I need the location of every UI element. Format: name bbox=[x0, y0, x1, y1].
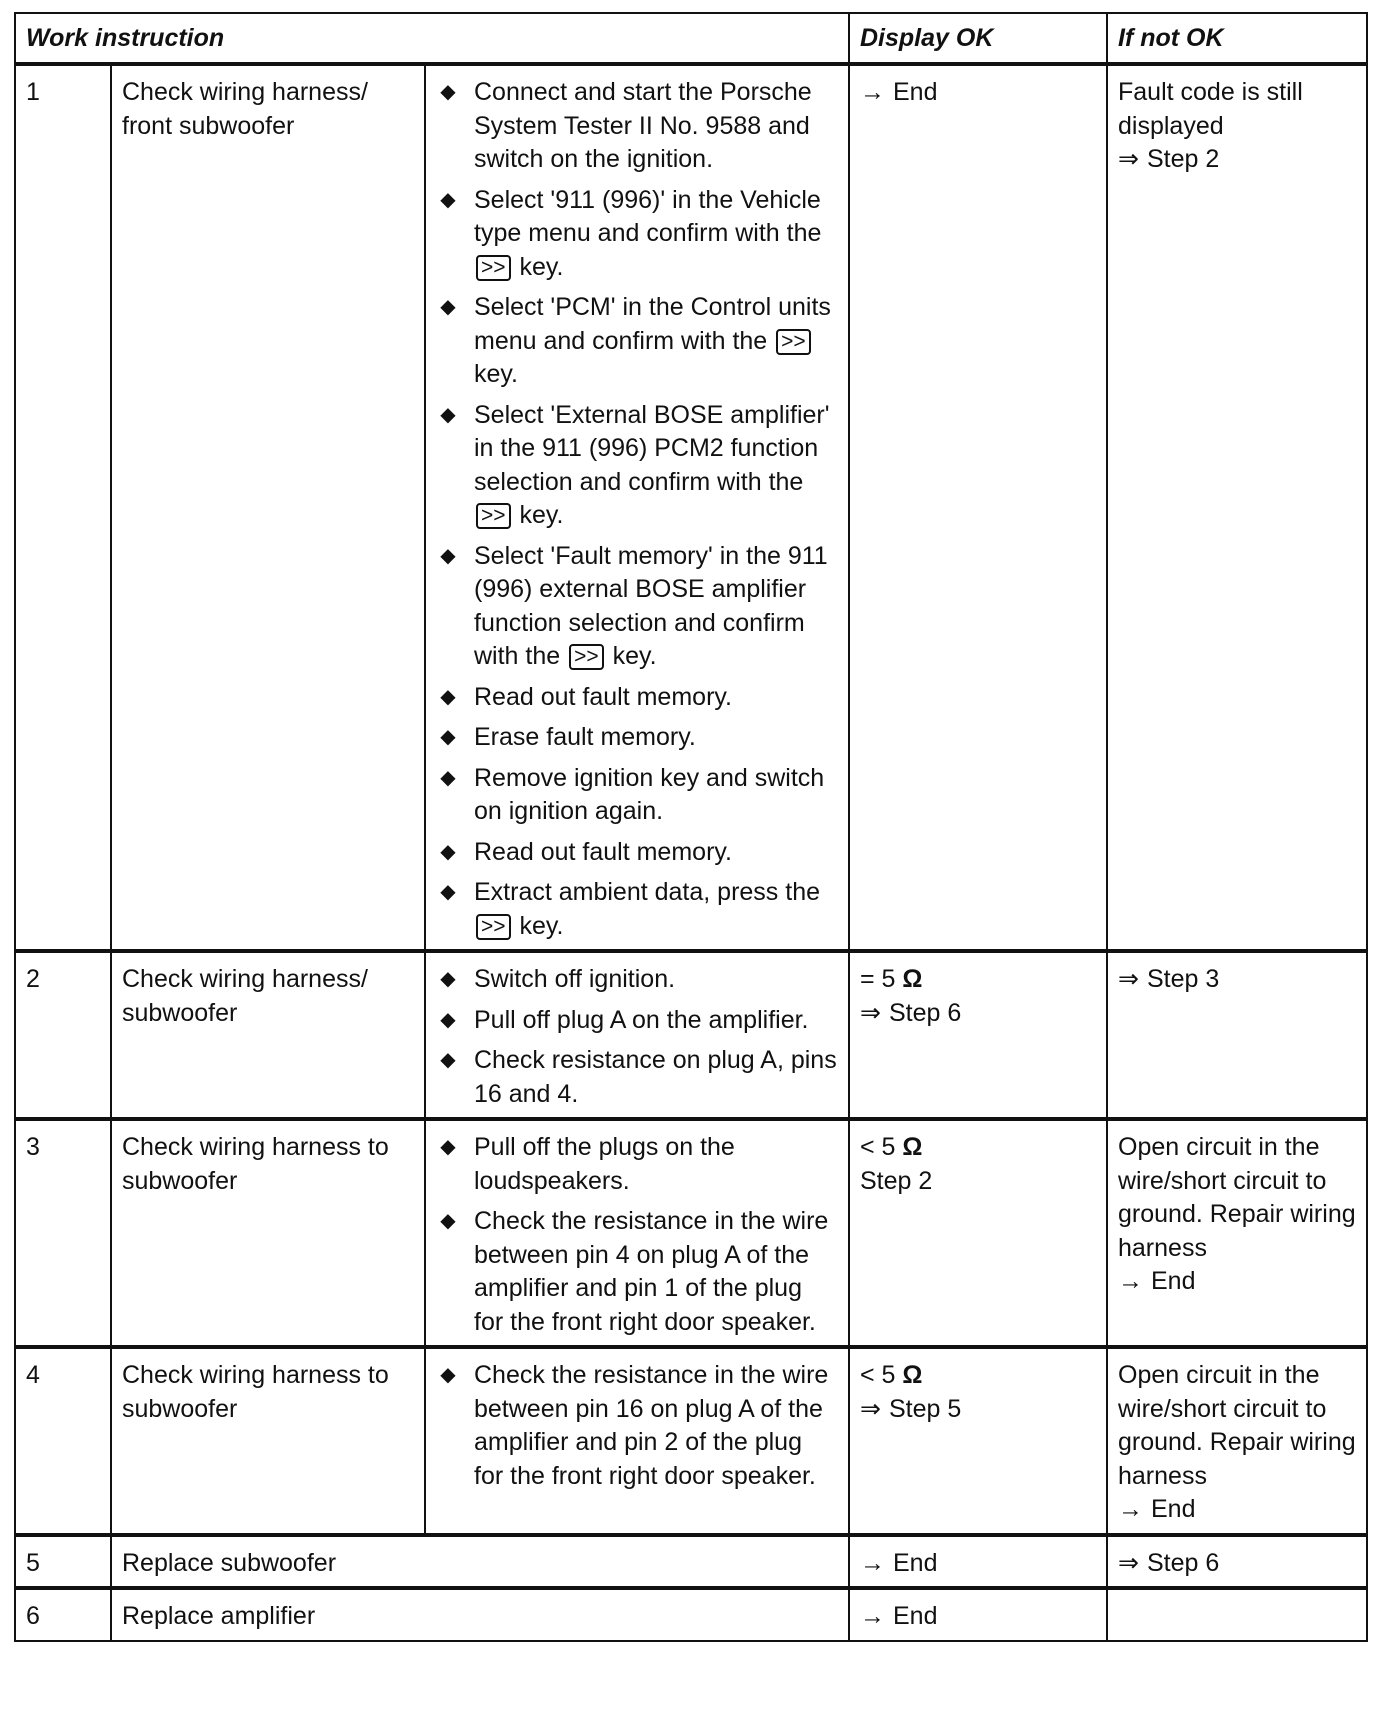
if-not-ok-text: End bbox=[1151, 1267, 1196, 1295]
table-row bbox=[15, 951, 1367, 1119]
display-ok-cell bbox=[849, 951, 1107, 1119]
list-item bbox=[436, 1359, 838, 1493]
if-not-ok-cell bbox=[1107, 1588, 1367, 1641]
if-not-ok-text: Open circuit in the wire/short circuit to ground. Repair wiring harness bbox=[1118, 1133, 1356, 1262]
if-not-ok-line bbox=[1118, 1265, 1356, 1299]
check-description: Replace amplifier bbox=[111, 1588, 849, 1641]
step-text-after: key. bbox=[474, 360, 518, 388]
display-ok-text: = 5 bbox=[860, 965, 896, 993]
check-description: Check wiring harness/ front subwoofer bbox=[111, 64, 425, 951]
step-text: Select 'PCM' in the Control units menu and confirm with the bbox=[474, 293, 831, 355]
procedure-steps bbox=[425, 1119, 849, 1347]
next-key-icon: >> bbox=[476, 503, 511, 529]
if-not-ok-line bbox=[1118, 143, 1356, 177]
check-description: Check wiring harness to subwoofer bbox=[111, 1119, 425, 1347]
table-row bbox=[15, 64, 1367, 951]
arrow-icon: ⇒ bbox=[860, 998, 881, 1027]
if-not-ok-line bbox=[1118, 1131, 1356, 1265]
step-text: Select '911 (996)' in the Vehicle type menu and confirm with the bbox=[474, 185, 822, 247]
steps-list bbox=[436, 76, 838, 943]
header-if-not-ok: If not OK bbox=[1107, 13, 1367, 64]
display-ok-text: < 5 bbox=[860, 1133, 896, 1161]
ohm-symbol: Ω bbox=[902, 1361, 923, 1389]
display-ok-line bbox=[860, 1131, 1096, 1165]
list-item bbox=[436, 291, 838, 392]
if-not-ok-text: Open circuit in the wire/short circuit to ground. Repair wiring harness bbox=[1118, 1361, 1356, 1490]
if-not-ok-line bbox=[1118, 963, 1356, 997]
step-number: 4 bbox=[15, 1347, 111, 1535]
step-number: 1 bbox=[15, 64, 111, 951]
if-not-ok-cell bbox=[1107, 951, 1367, 1119]
step-text: Switch off ignition. bbox=[474, 965, 676, 993]
step-number: 2 bbox=[15, 951, 111, 1119]
display-ok-text: < 5 bbox=[860, 1361, 896, 1389]
arrow-icon: → bbox=[860, 78, 885, 106]
step-text-after: key. bbox=[519, 911, 564, 940]
bullet-icon: ◆ bbox=[440, 726, 456, 748]
display-ok-cell bbox=[849, 64, 1107, 951]
bullet-icon: ◆ bbox=[440, 1210, 456, 1232]
bullet-icon: ◆ bbox=[440, 1136, 456, 1158]
header-work-instruction: Work instruction bbox=[15, 13, 849, 64]
arrow-icon: → bbox=[860, 1548, 885, 1577]
display-ok-line bbox=[860, 1600, 1096, 1634]
step-number: 5 bbox=[15, 1535, 111, 1589]
list-item bbox=[436, 1004, 838, 1038]
step-text: Select 'Fault memory' in the 911 (996) external BOSE amplifier function selection and confirm with the bbox=[474, 541, 828, 670]
if-not-ok-cell bbox=[1107, 1535, 1367, 1589]
bullet-icon: ◆ bbox=[440, 1008, 456, 1031]
if-not-ok-cell bbox=[1107, 1347, 1367, 1535]
step-text: Pull off the plugs on the loudspeakers. bbox=[474, 1133, 735, 1195]
step-text: Connect and start the Porsche System Tester II No. 9588 and switch on the ignition. bbox=[474, 78, 812, 173]
arrow-icon: ⇒ bbox=[1118, 1548, 1139, 1577]
step-text: Select 'External BOSE amplifier' in the 911 (996) PCM2 function selection and confirm with the bbox=[474, 400, 830, 496]
step-number: 3 bbox=[15, 1119, 111, 1347]
if-not-ok-text: Fault code is still displayed bbox=[1118, 78, 1303, 140]
steps-list bbox=[436, 1359, 838, 1493]
next-key-icon: >> bbox=[476, 914, 511, 940]
table-row bbox=[15, 1347, 1367, 1535]
step-text: Pull off plug A on the amplifier. bbox=[474, 1005, 809, 1034]
table-body bbox=[15, 64, 1367, 1641]
table-row bbox=[15, 1588, 1367, 1641]
bullet-icon: ◆ bbox=[440, 81, 456, 103]
step-text: Check resistance on plug A, pins 16 and 4. bbox=[474, 1046, 837, 1108]
list-item bbox=[436, 876, 838, 943]
ohm-symbol: Ω bbox=[902, 965, 923, 993]
procedure-steps bbox=[425, 64, 849, 951]
arrow-icon: → bbox=[1118, 1267, 1143, 1295]
display-ok-line bbox=[860, 1359, 1096, 1393]
display-ok-cell bbox=[849, 1347, 1107, 1535]
work-instruction-table bbox=[14, 12, 1368, 1642]
arrow-icon: ⇒ bbox=[860, 1394, 881, 1423]
list-item bbox=[436, 540, 838, 674]
list-item bbox=[436, 1044, 838, 1111]
if-not-ok-cell bbox=[1107, 1119, 1367, 1347]
display-ok-text: End bbox=[893, 1602, 938, 1630]
if-not-ok-line bbox=[1118, 1493, 1356, 1527]
ohm-symbol: Ω bbox=[902, 1133, 923, 1161]
list-item bbox=[436, 721, 838, 755]
step-text: Check the resistance in the wire between pin 16 on plug A of the amplifier and pin 2 of the plug for the front right door speaker. bbox=[474, 1361, 829, 1490]
steps-list bbox=[436, 963, 838, 1111]
if-not-ok-line bbox=[1118, 1359, 1356, 1493]
bullet-icon: ◆ bbox=[440, 766, 456, 789]
display-ok-line bbox=[860, 1165, 1096, 1199]
list-item bbox=[436, 681, 838, 715]
steps-list bbox=[436, 1131, 838, 1339]
work-instruction-sheet bbox=[14, 12, 1366, 1642]
bullet-icon: ◆ bbox=[440, 403, 456, 426]
display-ok-cell bbox=[849, 1588, 1107, 1641]
display-ok-cell bbox=[849, 1119, 1107, 1347]
bullet-icon: ◆ bbox=[440, 188, 456, 211]
bullet-icon: ◆ bbox=[440, 840, 456, 863]
check-description: Replace subwoofer bbox=[111, 1535, 849, 1589]
arrow-icon: → bbox=[860, 1602, 885, 1630]
if-not-ok-text: End bbox=[1151, 1495, 1196, 1523]
arrow-icon: ⇒ bbox=[1118, 145, 1139, 173]
step-number: 6 bbox=[15, 1588, 111, 1641]
if-not-ok-cell bbox=[1107, 64, 1367, 951]
list-item bbox=[436, 762, 838, 829]
list-item bbox=[436, 184, 838, 285]
step-text-after: key. bbox=[519, 252, 564, 281]
step-text: Remove ignition key and switch on ignition again. bbox=[474, 763, 825, 825]
step-text: Read out fault memory. bbox=[474, 682, 732, 711]
table-row bbox=[15, 1119, 1367, 1347]
display-ok-text: Step 5 bbox=[888, 1394, 962, 1423]
display-ok-line bbox=[860, 963, 1096, 997]
display-ok-line bbox=[860, 1393, 1096, 1427]
bullet-icon: ◆ bbox=[440, 544, 456, 567]
list-item bbox=[436, 836, 838, 870]
if-not-ok-text: Step 3 bbox=[1146, 965, 1220, 993]
next-key-icon: >> bbox=[476, 255, 511, 281]
step-text: Check the resistance in the wire between pin 4 on plug A of the amplifier and pin 1 of the plug for the front right door speaker. bbox=[474, 1207, 829, 1336]
arrow-icon: → bbox=[1118, 1495, 1143, 1523]
list-item bbox=[436, 963, 838, 997]
if-not-ok-text: Step 2 bbox=[1146, 145, 1220, 173]
step-text-after: key. bbox=[519, 501, 564, 529]
check-description: Check wiring harness/ subwoofer bbox=[111, 951, 425, 1119]
display-ok-text: Step 2 bbox=[860, 1166, 933, 1195]
table-row bbox=[15, 1535, 1367, 1589]
step-text: Extract ambient data, press the bbox=[474, 878, 821, 906]
procedure-steps bbox=[425, 951, 849, 1119]
list-item bbox=[436, 1205, 838, 1339]
display-ok-text: End bbox=[893, 1548, 938, 1577]
display-ok-line bbox=[860, 76, 1096, 110]
bullet-icon: ◆ bbox=[440, 968, 456, 990]
list-item bbox=[436, 76, 838, 177]
next-key-icon: >> bbox=[569, 644, 604, 670]
list-item bbox=[436, 399, 838, 533]
bullet-icon: ◆ bbox=[440, 685, 456, 708]
step-text: Erase fault memory. bbox=[474, 723, 696, 751]
display-ok-line bbox=[860, 997, 1096, 1031]
bullet-icon: ◆ bbox=[440, 1049, 456, 1071]
step-text: Read out fault memory. bbox=[474, 837, 732, 866]
if-not-ok-text: Step 6 bbox=[1146, 1548, 1220, 1577]
procedure-steps bbox=[425, 1347, 849, 1535]
bullet-icon: ◆ bbox=[440, 881, 456, 903]
bullet-icon: ◆ bbox=[440, 1364, 456, 1386]
check-description: Check wiring harness to subwoofer bbox=[111, 1347, 425, 1535]
header-display-ok: Display OK bbox=[849, 13, 1107, 64]
display-ok-text: Step 6 bbox=[888, 998, 962, 1027]
if-not-ok-line bbox=[1118, 76, 1356, 143]
display-ok-text: End bbox=[893, 78, 938, 106]
bullet-icon: ◆ bbox=[440, 296, 456, 318]
display-ok-cell bbox=[849, 1535, 1107, 1589]
header-row bbox=[15, 13, 1367, 64]
if-not-ok-line bbox=[1118, 1547, 1356, 1581]
arrow-icon: ⇒ bbox=[1118, 965, 1139, 993]
step-text-after: key. bbox=[612, 642, 657, 670]
list-item bbox=[436, 1131, 838, 1198]
display-ok-line bbox=[860, 1547, 1096, 1581]
next-key-icon: >> bbox=[776, 329, 811, 355]
